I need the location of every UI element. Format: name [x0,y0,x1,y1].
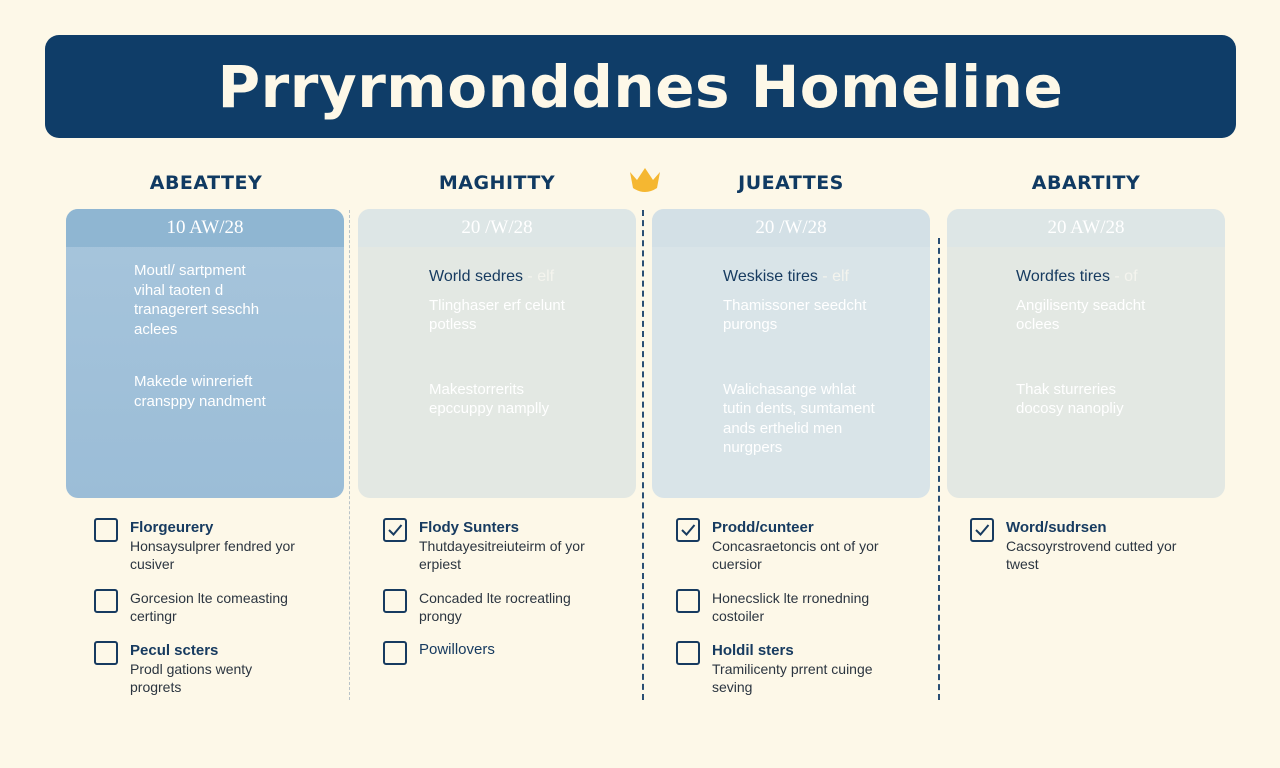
task-item[interactable] [383,589,633,625]
task-desc: Prodl gations wenty progrets [130,661,253,695]
checkbox[interactable] [94,589,118,613]
card-1[interactable] [66,209,344,498]
card-detail: Makede winrerieft cransppy nandment [134,373,266,410]
card-date: 20 /W/28 [652,209,930,247]
checkbox[interactable] [94,518,118,542]
task-item[interactable] [94,518,344,573]
task-item[interactable] [94,589,344,625]
checkbox[interactable] [94,641,118,665]
task-desc: Honecslick lte rronedning costoiler [712,590,870,624]
check-icon [679,521,697,539]
check-icon [386,521,404,539]
checkbox[interactable] [676,641,700,665]
task-desc: Concaded lte rocreatling prongy [419,590,571,624]
card-detail: Makestorrerits epccuppy namplly [429,380,550,417]
task-title: Flody Sunters [419,519,520,536]
task-item[interactable] [676,589,926,625]
task-item[interactable] [383,641,633,659]
task-title: Holdil sters [712,642,794,659]
task-title: Word/sudrsen [1006,519,1107,536]
column-title-3: JUEATTES [738,172,844,194]
task-desc: Gorcesion lte comeasting certingr [130,590,288,624]
task-title: Pecul scters [130,642,219,659]
checkbox-checked[interactable] [676,518,700,542]
crown-icon [628,164,662,196]
task-title: Florgeurery [130,519,214,536]
task-desc: Powillovers [419,641,495,658]
card-date: 20 /W/28 [358,209,636,247]
checkbox[interactable] [383,589,407,613]
column-divider [938,238,940,700]
checkbox-checked[interactable] [383,518,407,542]
task-item[interactable] [383,518,633,573]
column-title-1: ABEATTEY [149,172,263,194]
card-summary: Weskise tires - elf Thamissoner seedcht purongs [723,268,867,333]
task-desc: Tramilicenty prrent cuinge seving [712,661,873,695]
column-title-2: MAGHITTY [438,172,556,194]
card-summary: Wordfes tires - of Angilisenty seadcht oclees [1016,268,1146,333]
card-summary: Moutl/ sartpment vihal taoten d tranagerert seschh aclees [134,262,260,338]
column-title-4: ABARTITY [1031,172,1141,194]
card-date: 10 AW/28 [66,209,344,247]
task-item[interactable] [676,518,926,573]
page-header [45,35,1236,138]
column-divider [642,210,644,700]
card-3[interactable] [652,209,930,498]
task-title: Prodd/cunteer [712,519,814,536]
task-item[interactable] [94,641,344,696]
card-summary: World sedres - elf Tlinghaser erf celunt potless [429,268,565,333]
column-divider [349,210,350,700]
checkbox[interactable] [676,589,700,613]
card-detail: Walichasange whlat tutin dents, sumtament ands erthelid men nurgpers [723,380,875,456]
task-item[interactable] [676,641,926,696]
task-desc: Thutdayesitreiuteirm of yor erpiest [419,538,585,572]
card-detail: Thak sturreries docosy nanopliy [1016,380,1124,417]
page-title: Prryrmonddnes Homeline [217,52,1064,121]
checkbox[interactable] [383,641,407,665]
card-4[interactable] [947,209,1225,498]
task-item[interactable] [970,518,1220,573]
card-date: 20 AW/28 [947,209,1225,247]
task-desc: Cacsoyrstrovend cutted yor twest [1006,538,1177,572]
card-2[interactable] [358,209,636,498]
task-desc: Honsaysulprer fendred yor cusiver [130,538,295,572]
checkbox-checked[interactable] [970,518,994,542]
task-desc: Concasraetoncis ont of yor cuersior [712,538,879,572]
check-icon [973,521,991,539]
